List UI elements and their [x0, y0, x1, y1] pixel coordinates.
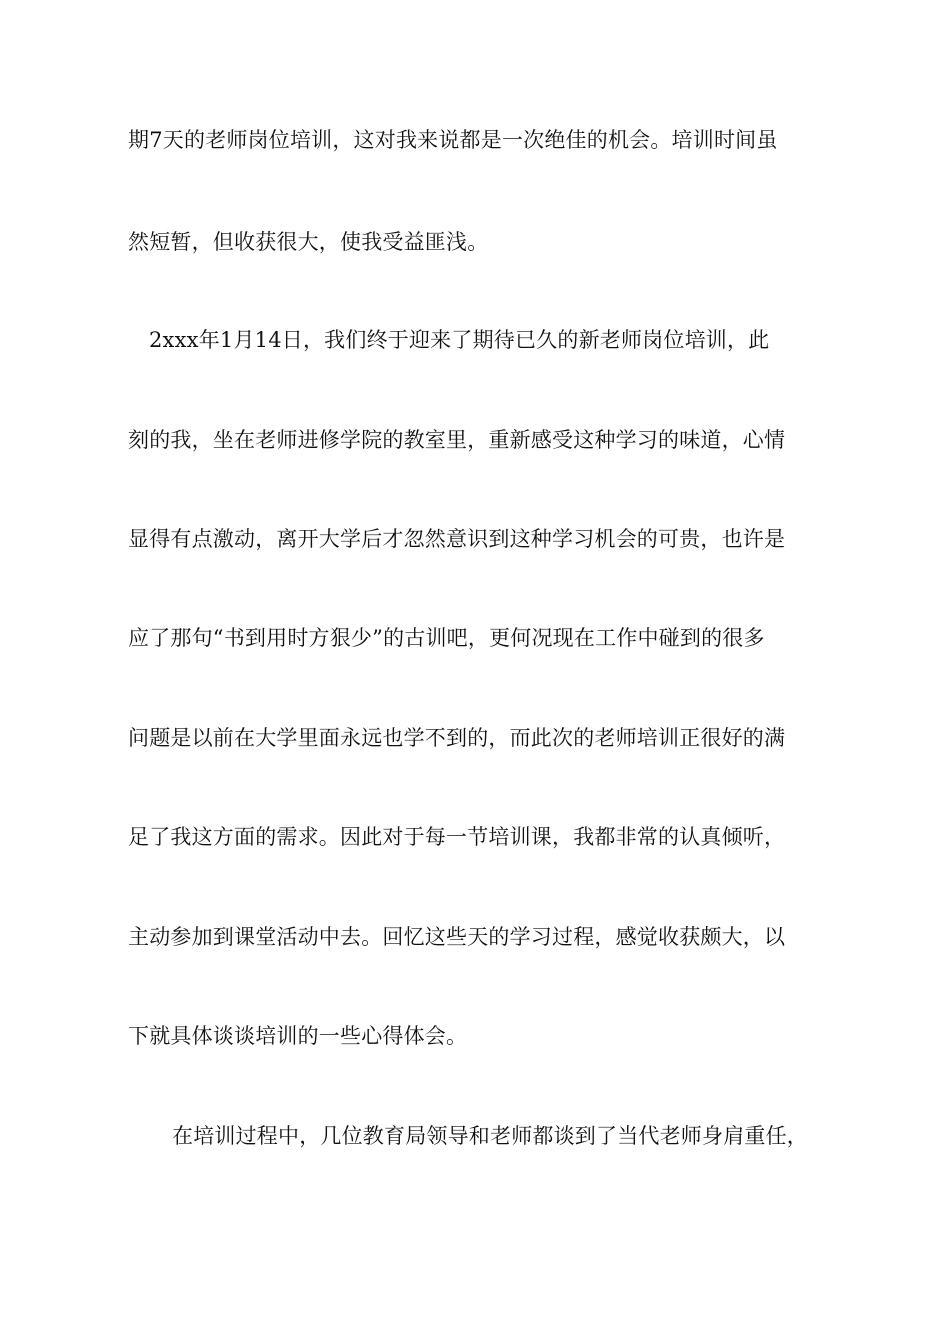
text-line-1: 期7天的老师岗位培训，这对我来说都是一次绝佳的机会。培训时间虽	[128, 128, 778, 152]
text-line-2: 然短暂，但收获很大，使我受益匪浅。	[128, 230, 489, 254]
text-line-8: 足了我这方面的需求。因此对于每一节培训课，我都非常的认真倾听，	[128, 825, 786, 849]
text-line-9: 主动参加到课堂活动中去。回忆这些天的学习过程，感觉收获颇大，以	[128, 925, 786, 949]
text-line-10: 下就具体谈谈培训的一些心得体会。	[128, 1024, 468, 1048]
text-line-6: 应了那句“书到用时方狠少”的古训吧，更何况现在工作中碰到的很多	[128, 626, 765, 650]
text-line-4: 刻的我，坐在老师进修学院的教室里，重新感受这种学习的味道，心情	[128, 428, 786, 452]
text-line-5: 显得有点激动，离开大学后才忽然意识到这种学习机会的可贵，也许是	[128, 527, 786, 551]
text-line-7: 问题是以前在大学里面永远也学不到的，而此次的老师培训正很好的满	[128, 726, 786, 750]
text-line-3: 2xxx年1月14日，我们终于迎来了期待已久的新老师岗位培训，此	[149, 328, 770, 352]
text-line-11: 在培训过程中，几位教育局领导和老师都谈到了当代老师身肩重任，	[172, 1124, 808, 1148]
